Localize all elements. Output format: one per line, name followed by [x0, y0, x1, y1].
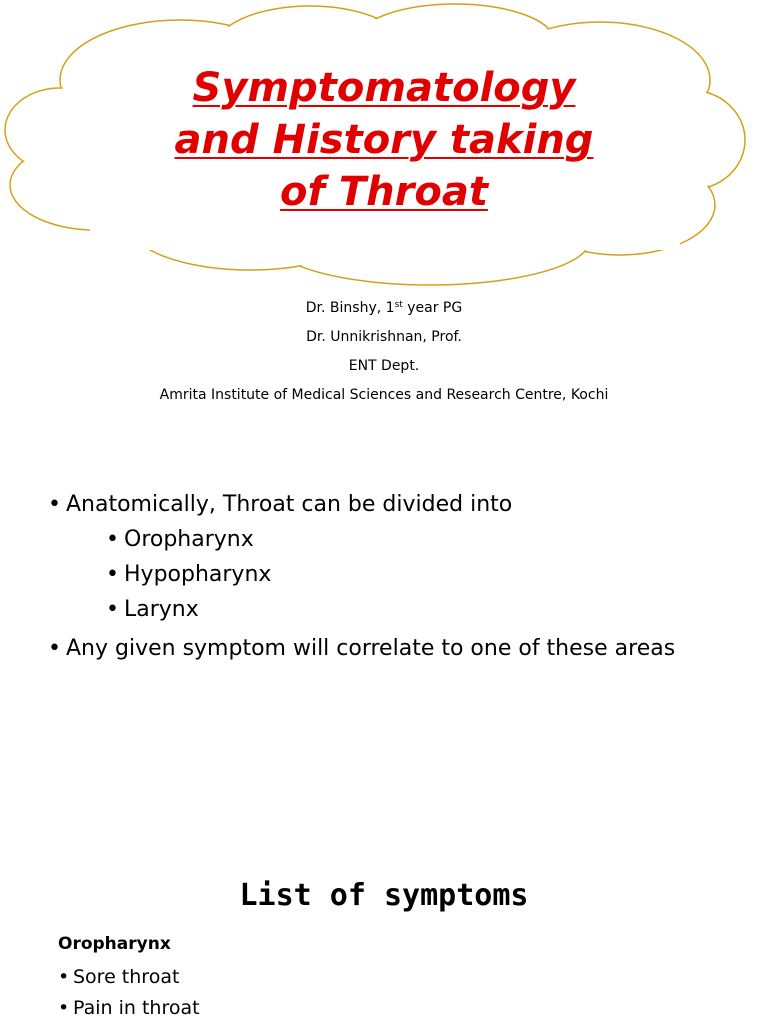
author-unnikrishnan: Dr. Unnikrishnan, Prof.	[306, 329, 462, 345]
list-item: • Pain in throat	[58, 997, 200, 1019]
title-line-3: of Throat	[280, 169, 488, 215]
title-line-1: Symptomatology	[192, 65, 576, 111]
author-block	[0, 294, 768, 410]
symptoms-group-title: Oropharynx	[58, 934, 171, 954]
bullet-icon: •	[48, 636, 61, 661]
list-item: • Oropharynx	[106, 527, 254, 552]
ordinal-suffix: st	[394, 300, 403, 310]
anatomy-note: • Any given symptom will correlate to one of these areas	[48, 636, 676, 661]
bullet-icon: •	[58, 997, 70, 1019]
list-item: • Hypopharynx	[106, 562, 272, 587]
list-item: • Larynx	[106, 597, 199, 622]
anatomy-intro: • Anatomically, Throat can be divided into	[48, 492, 513, 517]
institution: Amrita Institute of Medical Sciences and Research Centre, Kochi	[159, 387, 609, 403]
title-line-2: and History taking	[174, 117, 594, 163]
list-item: • Sore throat	[58, 966, 180, 988]
department: ENT Dept.	[348, 358, 420, 374]
author-binshy	[0, 294, 768, 323]
bullet-icon: •	[106, 527, 119, 552]
bullet-icon: •	[106, 597, 119, 622]
title-cloud	[0, 0, 768, 290]
bullet-icon: •	[106, 562, 119, 587]
page-title	[100, 62, 668, 218]
author-binshy-role: year PG	[402, 300, 463, 316]
bullet-icon: •	[48, 492, 61, 517]
bullet-icon: •	[58, 966, 70, 988]
author-binshy-name: Dr. Binshy, 1	[305, 300, 395, 316]
symptoms-heading: List of symptoms	[239, 878, 529, 913]
